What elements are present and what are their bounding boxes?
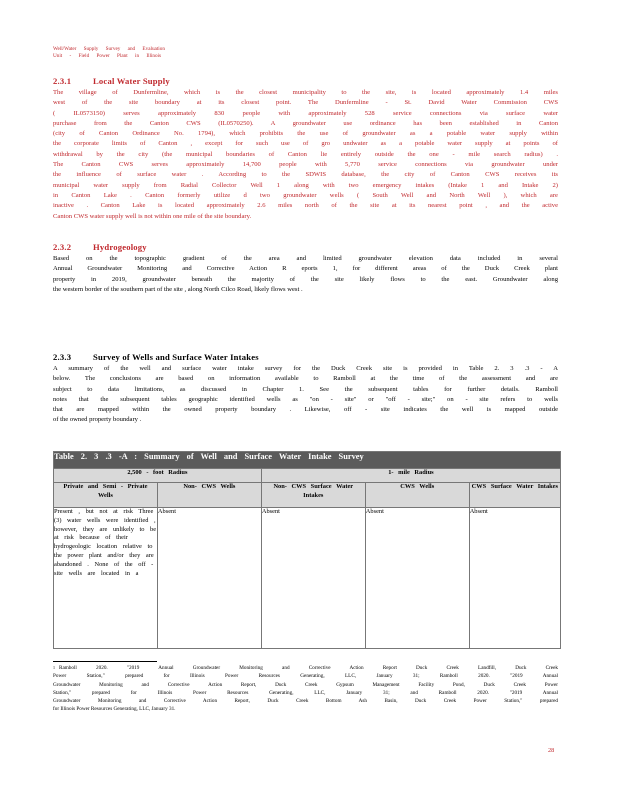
text-line: Based on the topographic gradient of the area and limited groundwater elevation data included in several — [53, 255, 558, 262]
footnote — [53, 664, 558, 714]
text-line: that are mapped within the owned property boundary . Likewise, off - site indicates the well is mapped outside — [53, 406, 558, 414]
footnote-line: for Illinois Power Resources Generating, LLC, January 31. — [53, 706, 176, 713]
running-header-line-1: Well/Water Supply Survey and Evaluation — [53, 46, 165, 52]
running-header-line-2: Unit - Field Power Plant in Illinois — [53, 53, 162, 59]
footnote-mark: 1 — [53, 665, 55, 670]
footnote-line: Groundwater Monitoring and Corrective Action Report, Duck Creek Gypsum Management Facility Pond, Duck Creek Power — [53, 681, 558, 688]
text-line: below. The conclusions are based on information available to Ramboll at the time of the assessment and are — [53, 375, 558, 383]
section-title: Hydrogeology — [93, 242, 147, 252]
text-line: inactive . Canton Lake is located approximately 2.6 miles north of the site at its nearest point , and the active — [53, 202, 558, 210]
text-line: The village of Dunfermline, which is the closest municipality to the site, is located approximately 1.4 miles — [53, 89, 558, 96]
text-line: notes that the subsequent tables geographic identified wells as "on - site" or "off - site;" on - site refers to wells — [53, 395, 558, 403]
column-header-cws-intakes: CWS Surface Water Intakes — [469, 483, 560, 508]
cell-cws-intakes — [469, 508, 560, 649]
text-line: in Canton Lake . Canton formerly utilize d two groundwater wells ( South Well and North Well ), which are — [53, 191, 558, 199]
table-header-row — [54, 483, 561, 508]
text-line: municipal water supply from Radial Collector Well 1 along with two emergency intakes (Intake 1 and Intake 2) — [53, 181, 558, 189]
text-line: the western border of the southern part of the site , along North Cilco Road, likely flows west . — [53, 285, 303, 293]
text-line: ( IL0573150) serves approximately 830 people with approximately 528 service connections via surface water — [53, 109, 558, 117]
section-number: 2.3.3 — [53, 352, 72, 362]
cell-non-cws-intakes — [261, 508, 365, 649]
text-line: The Canton CWS serves approximately 14,700 people with 5,770 service connections via groundwater under — [53, 161, 558, 169]
cell-text: Absent — [261, 508, 280, 515]
cell-non-cws-wells — [157, 508, 261, 649]
text-line: subject to data limitations, as discussed in Chapter 1. See the subsequent tables for further details. Ramboll — [53, 385, 558, 393]
section-title: Local Water Supply — [93, 76, 170, 86]
section-number: 2.3.1 — [53, 76, 72, 86]
footnote-line: Groundwater Monitoring and Corrective Action Report, Duck Creek Bottom Ash Basin, Duck Creek Power Station," prepared — [53, 698, 558, 705]
section-number: 2.3.2 — [53, 242, 72, 252]
running-header — [53, 46, 165, 60]
text-line: purchase from the Canton CWS (IL0570250). A groundwater use ordinance has been established in Canton — [53, 119, 558, 127]
table-group-row — [54, 469, 561, 483]
paragraph-survey — [53, 364, 558, 426]
text-line: withdrawal by the city (the municipal boundaries of Canton lie entirely outside the one - mile search radius) . — [53, 150, 558, 158]
section-heading-2-3-3 — [53, 352, 259, 362]
footnote-separator — [53, 661, 157, 662]
section-heading-2-3-2 — [53, 242, 147, 252]
text-line: A summary of the well and surface water intake survey for the Duck Creek site is provided in Table 2. 3 .3 - A — [53, 365, 558, 372]
text-line: Canton CWS water supply well is not within one mile of the site boundary. — [53, 212, 252, 220]
text-line: the corporate limits of Canton , except for such use of gro undwater as a potable water supply at points of — [53, 140, 558, 148]
cell-text: Absent — [469, 508, 488, 515]
footnote-text: Ramboll 2020. "2019 Annual Groundwater Monitoring and Corrective Action Report Duck Creek Landfill, Duck Creek — [59, 665, 558, 671]
footnote-line: Station," prepared for Illinois Power Resources Generating, LLC, January 31; and Ramboll 2020. "2019 Annual — [53, 689, 558, 696]
footnote-line — [53, 664, 558, 672]
column-header-non-cws-wells: Non- CWS Wells — [157, 483, 261, 508]
text-line: of the owned property boundary . — [53, 416, 142, 424]
table-row — [54, 508, 561, 649]
paragraph-local-water-supply — [53, 88, 558, 222]
text-line: Annual Groundwater Monitoring and Corrective Action R eports 1, for different areas of the Duck Creek plant — [53, 265, 558, 273]
text-line: the influence of surface water . According to the SDWIS database, the city of Canton CWS receives its — [53, 171, 558, 179]
page-number: 28 — [548, 747, 555, 754]
cell-text: Absent — [157, 508, 177, 515]
column-header-private-wells: Private and Semi - Private Wells — [54, 483, 158, 508]
group-header-1-mile: 1- mile Radius — [261, 469, 560, 483]
cell-text: Absent — [365, 508, 384, 515]
cell-private-wells — [54, 508, 158, 649]
paragraph-hydrogeology — [53, 254, 558, 295]
cell-text: Present , but not at risk Three (3) water wells were identified , however, they are unlikely to be at risk because of their hydrogeologic location relative to the power plant and/or they are abandoned . None of the off - site wells are located in a — [54, 508, 157, 577]
group-header-2500-ft: 2,500 - foot Radius — [54, 469, 262, 483]
footnote-line: Power Station," prepared for Illinois Power Resources Generating, LLC, January 31; Ramboll 2020. "2019 Annual — [53, 673, 558, 680]
column-header-non-cws-intakes: Non- CWS Surface Water Intakes — [261, 483, 365, 508]
text-line: (city of Canton Ordinance No. 1794), which prohibits the use of groundwater as a potable water supply within — [53, 130, 558, 138]
section-title: Survey of Wells and Surface Water Intakes — [93, 352, 259, 362]
table-title: Table 2. 3 .3 -A : Summary of Well and Surface Water Intake Survey — [54, 452, 561, 469]
text-line: west of the site boundary at its closest point. The Dunfermline - St. David Water Commission CWS — [53, 99, 558, 107]
summary-table — [53, 451, 561, 649]
table-title-row — [54, 452, 561, 469]
column-header-cws-wells: CWS Wells — [365, 483, 469, 508]
text-line: property in 2019, groundwater beneath the majority of the site likely flows to the east. Groundwater along — [53, 275, 558, 283]
cell-cws-wells — [365, 508, 469, 649]
section-heading-2-3-1 — [53, 76, 170, 86]
